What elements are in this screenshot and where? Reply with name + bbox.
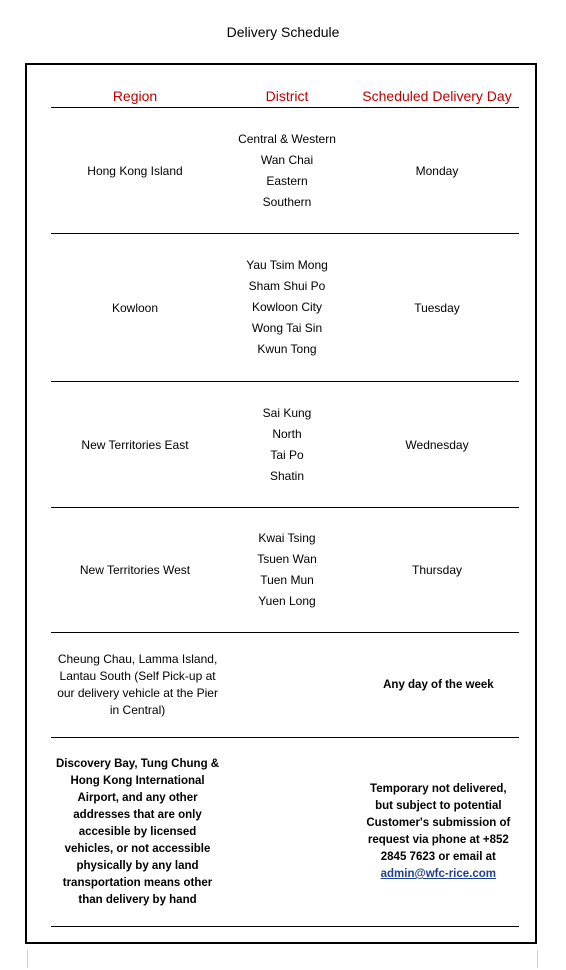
district-cell bbox=[219, 528, 355, 612]
district-item: Kowloon City bbox=[251, 300, 323, 314]
delivery-day-cell: Wednesday bbox=[405, 437, 469, 452]
table-row-hong-kong-island bbox=[51, 108, 519, 234]
delivery-day-cell: Thursday bbox=[411, 563, 463, 577]
district-item: Yuen Long bbox=[258, 594, 316, 608]
district-cell bbox=[219, 403, 355, 487]
delivery-day-cell: Monday bbox=[415, 163, 459, 178]
table-row-restricted-areas bbox=[51, 738, 519, 927]
region-cell: Discovery Bay, Tung Chung & Hong Kong International Airport, and any other addresses that are only accesible by licensed vehicles, or not accessible physically by any land transportation means other than delivery by hand bbox=[55, 757, 220, 906]
table-header-row bbox=[51, 86, 519, 108]
delivery-note-text: Temporary not delivered, but subject to potential Customer's submission of request via phone at +852 2845 7623 or email at bbox=[366, 783, 511, 863]
district-item: Sham Shui Po bbox=[248, 279, 326, 293]
header-district: District bbox=[265, 88, 309, 104]
region-cell: Cheung Chau, Lamma Island, Lantau South (Self Pick-up at our delivery vehicle at the Pier in Central) bbox=[57, 652, 218, 717]
delivery-day-cell bbox=[358, 781, 519, 883]
district-item: Wan Chai bbox=[260, 152, 314, 167]
header-scheduled-day: Scheduled Delivery Day bbox=[362, 88, 512, 104]
district-item: Sai Kung bbox=[262, 405, 312, 420]
district-item: Shatin bbox=[269, 468, 305, 483]
district-item: Southern bbox=[262, 194, 312, 209]
district-item: North bbox=[272, 426, 302, 441]
district-item: Central & Western bbox=[238, 131, 336, 146]
table-row-outlying-islands bbox=[51, 633, 519, 738]
schedule-frame bbox=[25, 63, 537, 944]
district-item: Yau Tsim Mong bbox=[246, 258, 328, 272]
district-item: Eastern bbox=[266, 173, 308, 188]
header-region: Region bbox=[112, 88, 158, 104]
district-item: Wong Tai Sin bbox=[251, 321, 323, 335]
document-title: Delivery Schedule bbox=[226, 24, 340, 40]
district-item: Tsuen Wan bbox=[257, 552, 317, 566]
region-cell: Hong Kong Island bbox=[87, 163, 183, 178]
table-row-new-territories-east bbox=[51, 382, 519, 508]
district-cell bbox=[219, 129, 355, 213]
page-corner-mark-left bbox=[27, 950, 28, 968]
region-cell: New Territories West bbox=[79, 563, 191, 577]
district-item: Tuen Mun bbox=[260, 573, 314, 587]
district-cell bbox=[219, 255, 355, 360]
page-corner-mark-right bbox=[537, 950, 538, 968]
table-row-new-territories-west bbox=[51, 508, 519, 633]
region-cell: New Territories East bbox=[81, 437, 189, 452]
district-item: Kwun Tong bbox=[257, 342, 317, 356]
delivery-day-cell: Any day of the week bbox=[383, 678, 494, 691]
delivery-schedule-table bbox=[51, 86, 519, 927]
region-cell: Kowloon bbox=[111, 300, 159, 315]
delivery-day-cell: Tuesday bbox=[414, 300, 460, 315]
district-item: Kwai Tsing bbox=[258, 531, 316, 545]
email-link[interactable]: admin@wfc-rice.com bbox=[380, 868, 497, 880]
table-row-kowloon bbox=[51, 234, 519, 382]
district-item: Tai Po bbox=[270, 447, 304, 462]
